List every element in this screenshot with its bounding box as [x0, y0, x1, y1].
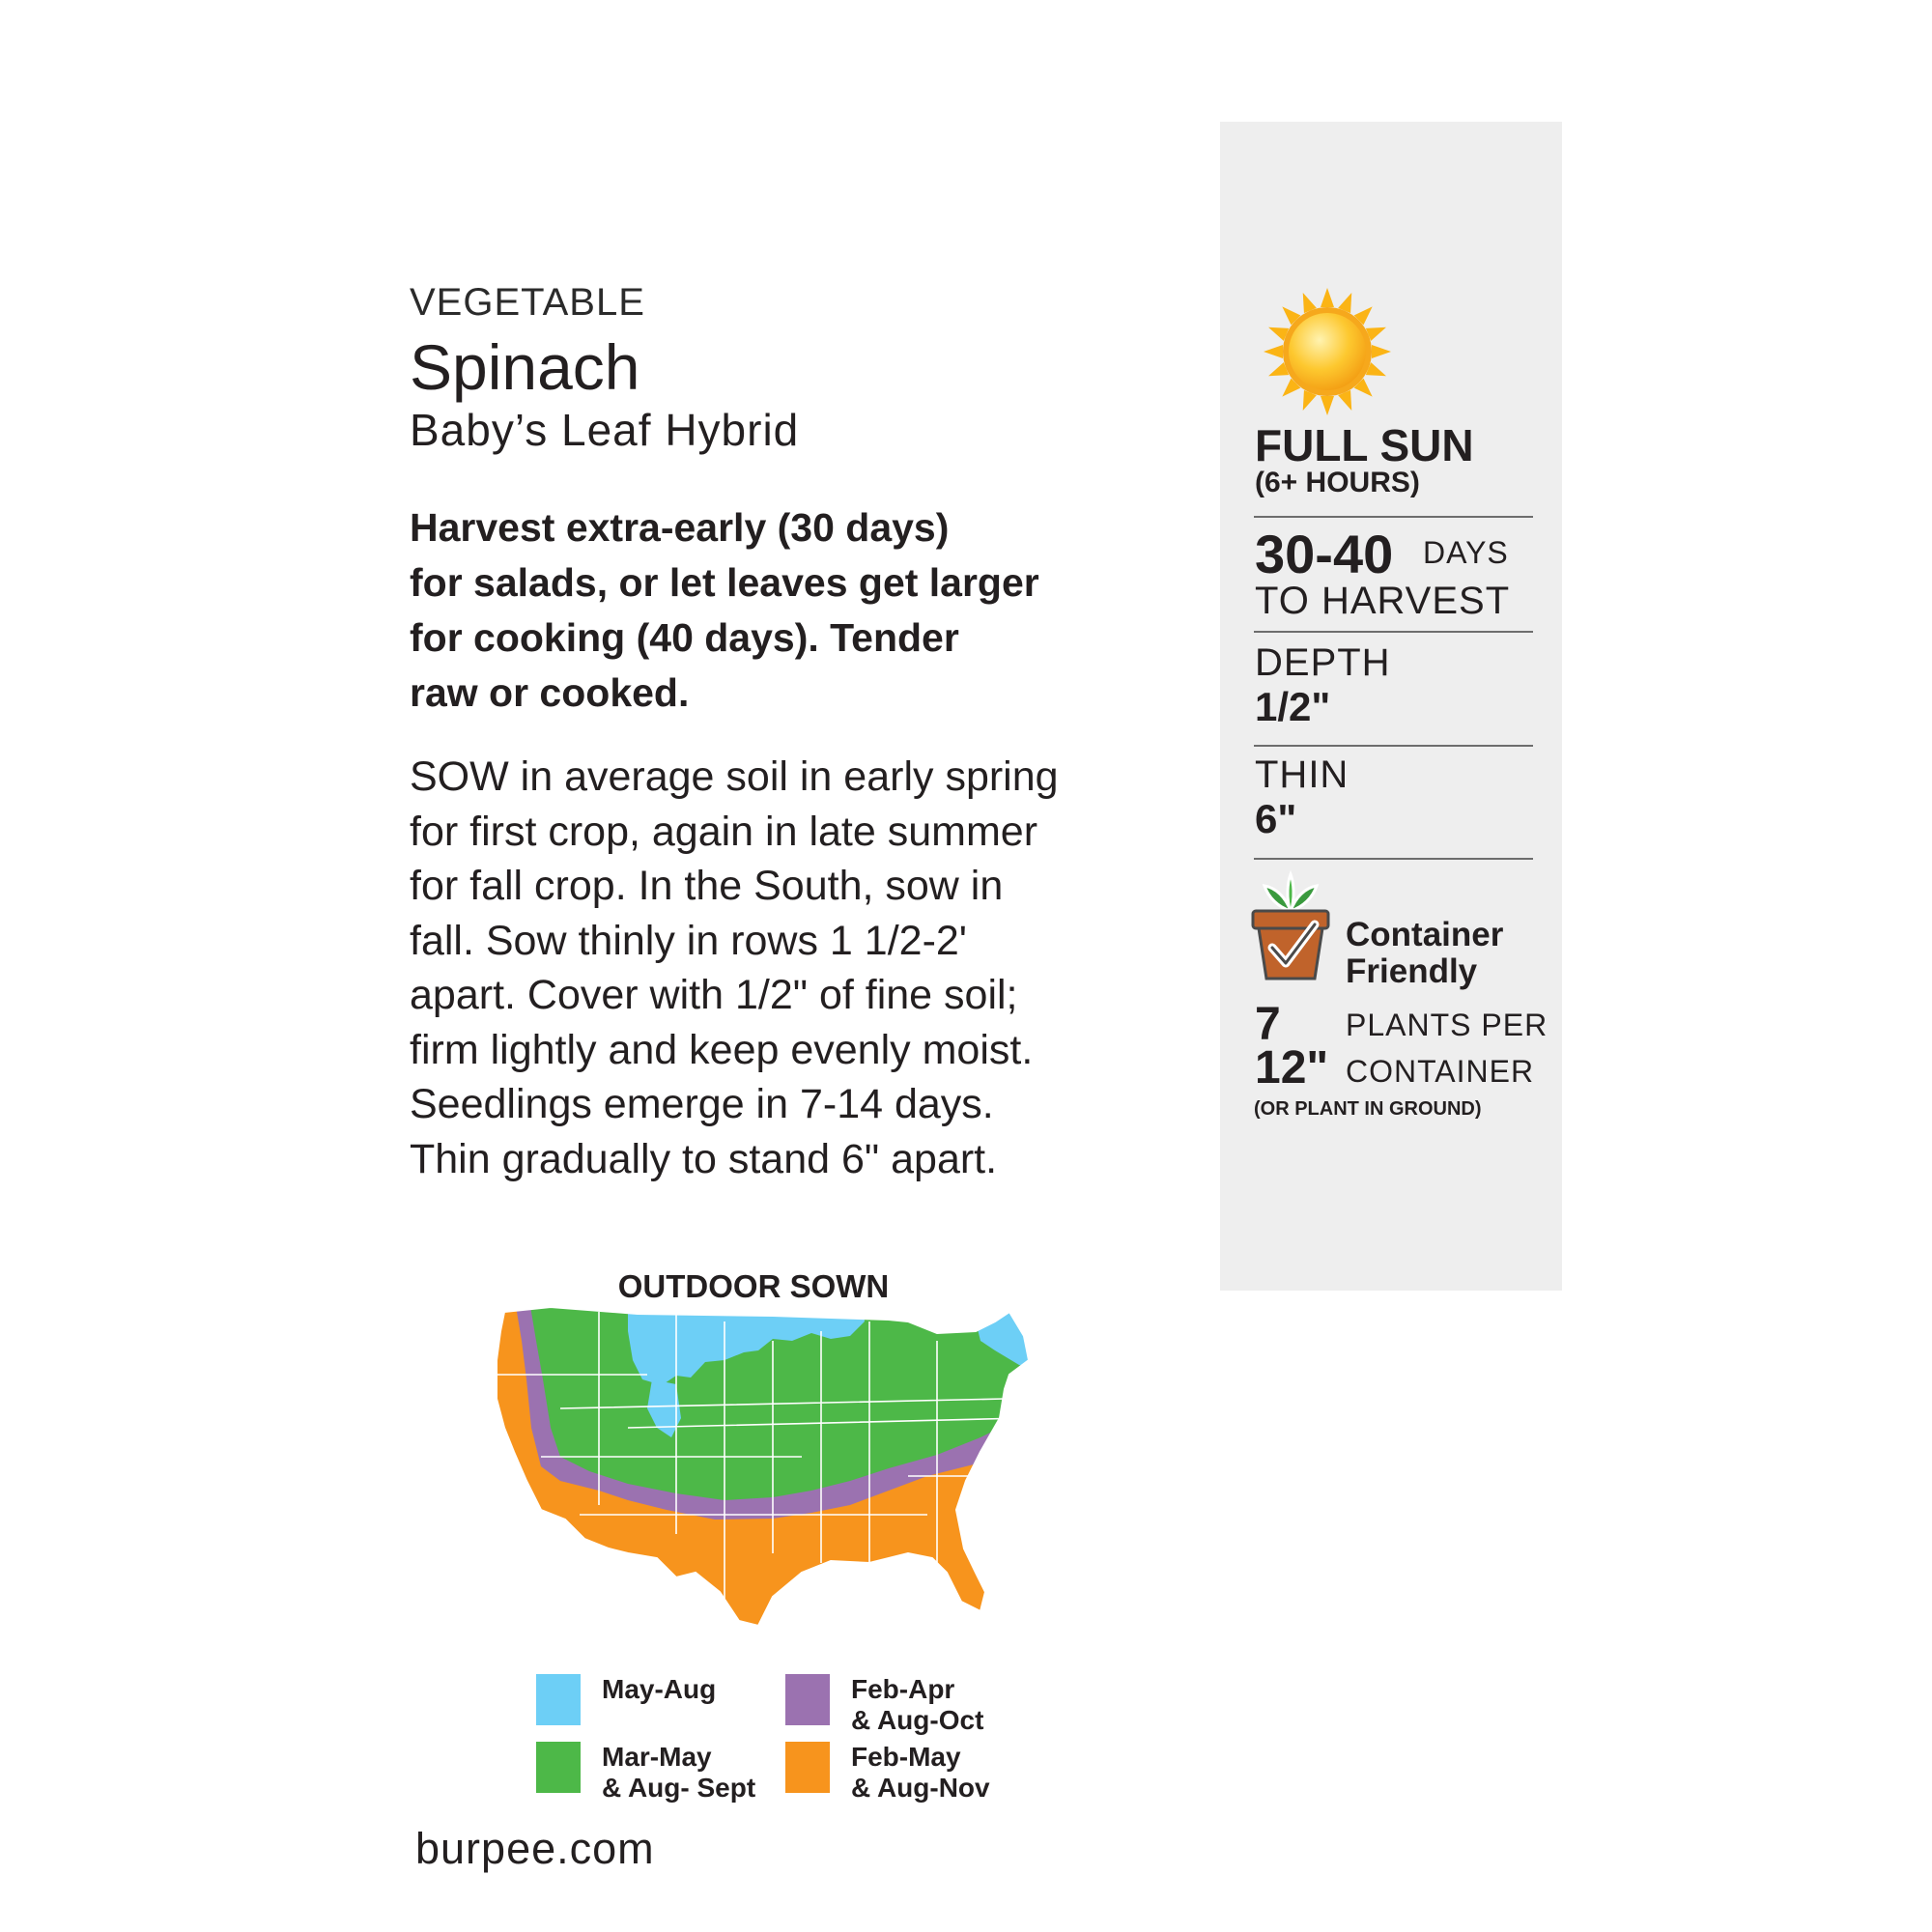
days-to-harvest-label: TO HARVEST: [1255, 580, 1511, 622]
sowing-line: SOW in average soil in early spring: [410, 753, 1059, 800]
container-label: CONTAINER: [1346, 1054, 1535, 1089]
container-friendly-line2: Friendly: [1346, 952, 1478, 990]
legend-label: & Aug-Oct: [851, 1705, 984, 1735]
divider: [1254, 516, 1533, 518]
sun-icon: [1262, 286, 1393, 417]
legend-label: Feb-May: [851, 1742, 961, 1772]
growing-info-sidebar: [1220, 122, 1562, 1291]
sowing-line: firm lightly and keep evenly moist.: [410, 1026, 1034, 1073]
legend-swatch-green: [536, 1742, 581, 1793]
variety-name: Baby’s Leaf Hybrid: [410, 405, 800, 455]
headline-line: for cooking (40 days). Tender: [410, 615, 959, 660]
plant-name: Spinach: [410, 331, 640, 403]
sowing-line: fall. Sow thinly in rows 1 1/2-2': [410, 917, 968, 964]
thin-value: 6": [1255, 796, 1297, 841]
sowing-line: for first crop, again in late summer: [410, 808, 1038, 855]
legend-label: Mar-May: [602, 1742, 712, 1772]
legend-label: & Aug-Nov: [851, 1773, 990, 1803]
plants-count: 7: [1255, 999, 1281, 1050]
plants-per-label: PLANTS PER: [1346, 1008, 1548, 1042]
sowing-line: apart. Cover with 1/2" of fine soil;: [410, 972, 1018, 1018]
headline-description: [410, 500, 1144, 721]
legend-label: Feb-Apr: [851, 1674, 955, 1704]
headline-line: for salads, or let leaves get larger: [410, 560, 1039, 605]
divider: [1254, 745, 1533, 747]
sowing-instructions: [410, 750, 1182, 1186]
sowing-line: Seedlings emerge in 7-14 days.: [410, 1081, 994, 1127]
legend-label: & Aug- Sept: [602, 1773, 756, 1803]
container-size: 12": [1255, 1042, 1329, 1094]
legend-swatch-blue: [536, 1674, 581, 1725]
sowing-line: for fall crop. In the South, sow in: [410, 863, 1004, 909]
headline-line: Harvest extra-early (30 days): [410, 505, 950, 550]
legend-label: May-Aug: [602, 1674, 717, 1704]
depth-label: DEPTH: [1255, 641, 1391, 684]
legend-swatch-orange: [785, 1742, 830, 1793]
container-pot-check-icon: [1247, 868, 1334, 984]
us-sowing-zone-map: [483, 1283, 1063, 1655]
divider: [1254, 858, 1533, 860]
sun-requirement: FULL SUN: [1255, 420, 1474, 470]
sun-hours: (6+ HOURS): [1255, 467, 1420, 498]
days-to-harvest-value: 30-40: [1255, 524, 1394, 584]
headline-line: raw or cooked.: [410, 670, 690, 715]
divider: [1254, 631, 1533, 633]
website-link[interactable]: burpee.com: [415, 1824, 655, 1873]
container-friendly-line1: Container: [1346, 916, 1504, 953]
legend-swatch-purple: [785, 1674, 830, 1725]
sowing-line: Thin gradually to stand 6" apart.: [410, 1135, 998, 1182]
map-title: OUTDOOR SOWN: [617, 1268, 890, 1304]
category-label: VEGETABLE: [410, 281, 645, 324]
days-unit: DAYS: [1423, 535, 1509, 570]
depth-value: 1/2": [1255, 684, 1331, 729]
thin-label: THIN: [1255, 753, 1350, 796]
ground-note: (OR PLANT IN GROUND): [1254, 1098, 1482, 1120]
